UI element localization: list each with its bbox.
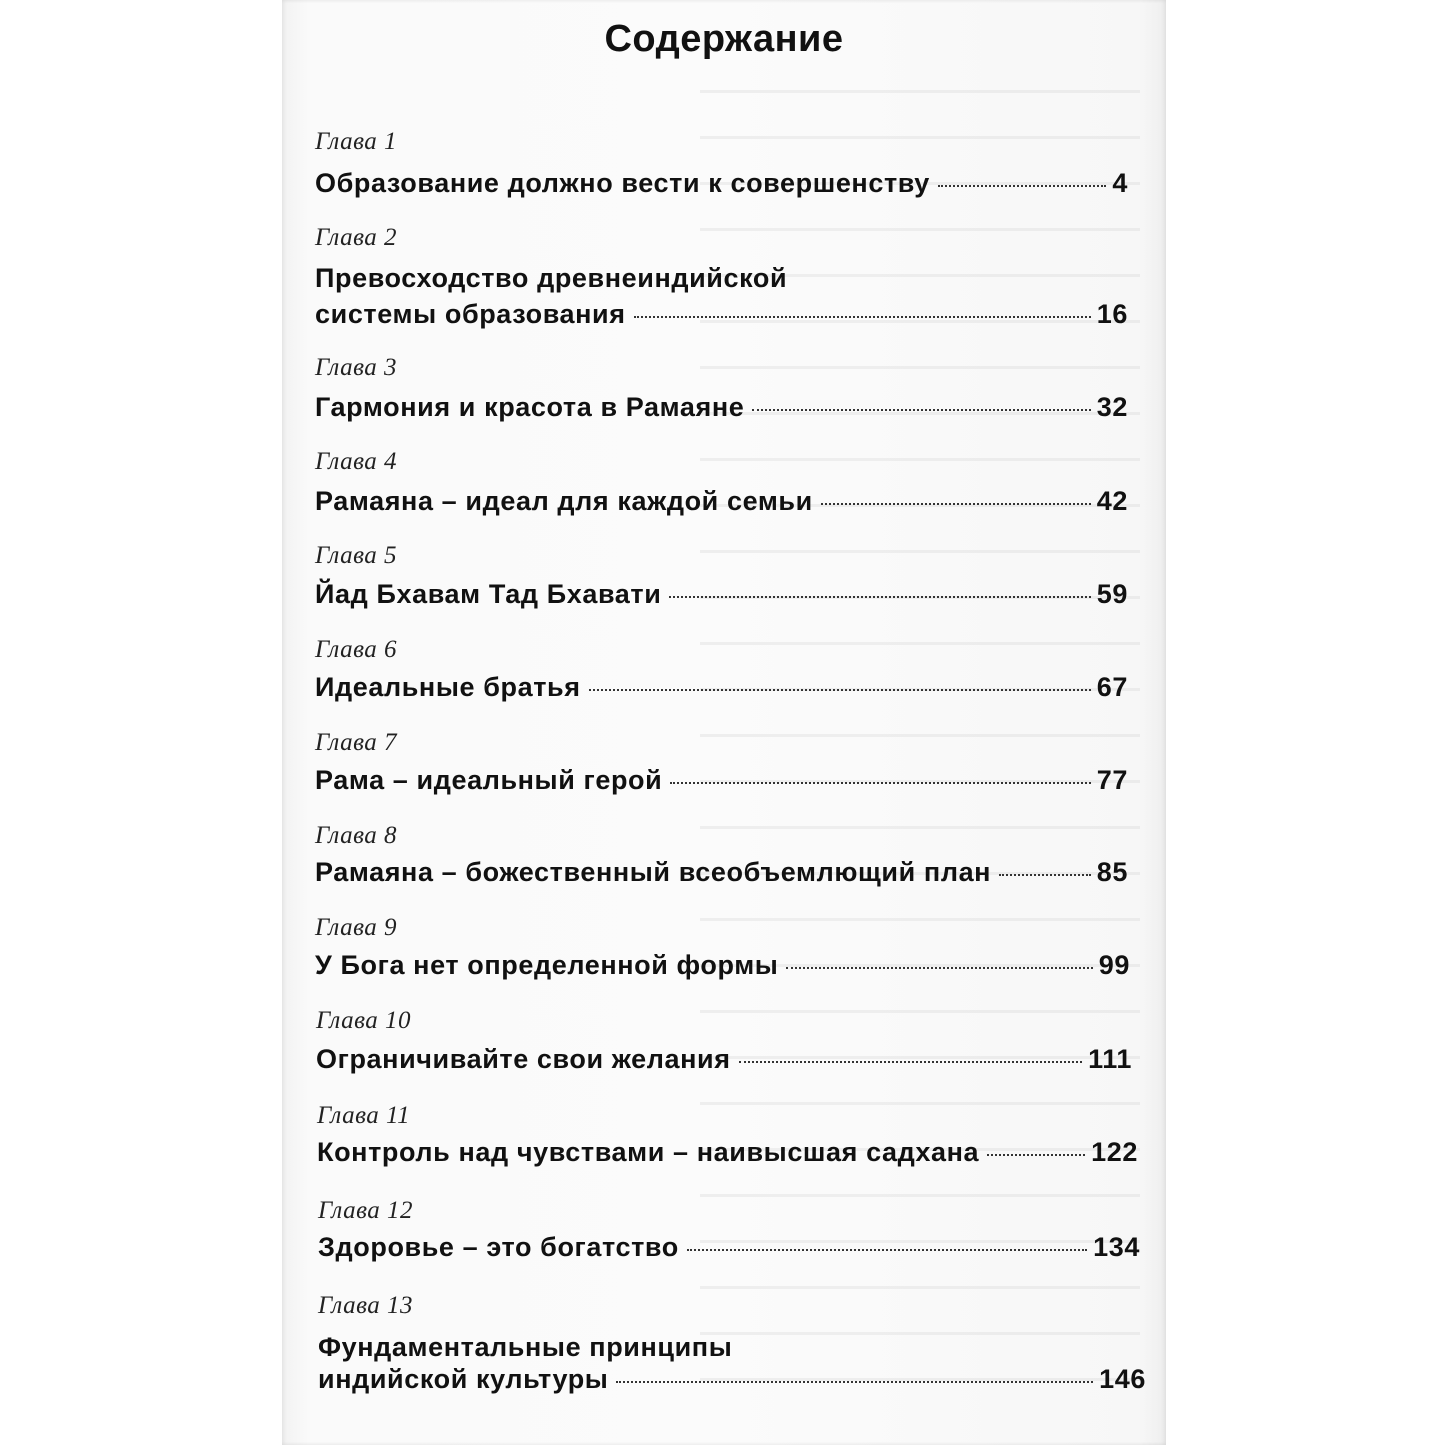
- toc-entry-13[interactable]: [318, 1364, 1146, 1395]
- dot-leader: [938, 185, 1106, 187]
- dot-leader: [687, 1249, 1087, 1251]
- toc-entry-12[interactable]: [318, 1232, 1140, 1263]
- chapter-label-6: Глава 6: [315, 636, 398, 663]
- chapter-label-12: Глава 12: [318, 1197, 414, 1224]
- dot-leader: [739, 1061, 1083, 1063]
- toc-entry-2[interactable]: [315, 299, 1128, 330]
- page-number: 122: [1091, 1137, 1138, 1167]
- dot-leader: [616, 1381, 1093, 1383]
- chapter-title: Рамаяна – божественный всеобъемлющий план: [315, 857, 992, 887]
- chapter-title: Рамаяна – идеал для каждой семьи: [315, 486, 813, 516]
- toc-entry-5[interactable]: [315, 579, 1128, 610]
- chapter-label-5: Глава 5: [315, 542, 398, 569]
- toc-entry-3[interactable]: [315, 392, 1128, 423]
- dot-leader: [669, 596, 1090, 598]
- chapter-label-2: Глава 2: [315, 224, 398, 251]
- chapter-label-10: Глава 10: [316, 1007, 412, 1034]
- page-number: 77: [1096, 765, 1128, 795]
- chapter-title: Гармония и красота в Рамаяне: [315, 392, 745, 422]
- chapter-title: Идеальные братья: [315, 672, 581, 702]
- page-number: 111: [1088, 1044, 1132, 1074]
- page-number: 67: [1096, 672, 1128, 702]
- dot-leader: [670, 782, 1090, 784]
- dot-leader: [821, 503, 1091, 505]
- page-number: 42: [1096, 486, 1128, 516]
- toc-entry-8[interactable]: [315, 857, 1128, 888]
- chapter-title: Контроль над чувствами – наивысшая садхана: [317, 1137, 980, 1167]
- dot-leader: [589, 689, 1091, 691]
- toc-entry-10[interactable]: [316, 1044, 1132, 1075]
- dot-leader: [634, 316, 1091, 318]
- chapter-title: Ограничивайте свои желания: [316, 1044, 731, 1074]
- chapter-label-3: Глава 3: [315, 354, 398, 381]
- chapter-title: Здоровье – это богатство: [318, 1232, 679, 1262]
- page-number: 4: [1112, 168, 1128, 198]
- dot-leader: [987, 1154, 1085, 1156]
- page-number: 134: [1093, 1232, 1140, 1262]
- chapter-label-4: Глава 4: [315, 448, 398, 475]
- chapter-title: У Бога нет определенной формы: [315, 950, 779, 980]
- page-number: 16: [1096, 299, 1128, 329]
- toc-entry-9[interactable]: [315, 950, 1130, 981]
- chapter-label-13: Глава 13: [318, 1292, 414, 1319]
- toc-entry-11[interactable]: [317, 1137, 1138, 1168]
- dot-leader: [752, 409, 1090, 411]
- chapter-title: Образование должно вести к совершенству: [315, 168, 930, 198]
- chapter-label-8: Глава 8: [315, 822, 398, 849]
- chapter-title: Йад Бхавам Тад Бхавати: [315, 579, 662, 609]
- page-title: Содержание: [604, 18, 844, 60]
- toc-entry-4[interactable]: [315, 486, 1128, 517]
- toc-entry-6[interactable]: [315, 672, 1128, 703]
- chapter-label-7: Глава 7: [315, 729, 398, 756]
- chapter-title: индийской культуры: [318, 1364, 609, 1394]
- toc-entry-1[interactable]: [315, 168, 1128, 199]
- page-number: 85: [1096, 857, 1128, 887]
- page-number: 59: [1096, 579, 1128, 609]
- toc-entry-7[interactable]: [315, 765, 1128, 796]
- chapter-title: Рама – идеальный герой: [315, 765, 663, 795]
- page-number: 32: [1096, 392, 1128, 422]
- chapter-title: системы образования: [315, 299, 626, 329]
- chapter-label-9: Глава 9: [315, 914, 398, 941]
- bleed-through-texture: [700, 60, 1140, 1400]
- page-number: 146: [1099, 1364, 1146, 1394]
- dot-leader: [999, 874, 1091, 876]
- chapter-label-11: Глава 11: [317, 1102, 411, 1129]
- chapter-title-line1: Фундаментальные принципы: [318, 1332, 733, 1362]
- chapter-label-1: Глава 1: [315, 128, 398, 155]
- chapter-title-line1: Превосходство древнеиндийской: [315, 263, 788, 293]
- page-number: 99: [1098, 950, 1130, 980]
- dot-leader: [786, 967, 1092, 969]
